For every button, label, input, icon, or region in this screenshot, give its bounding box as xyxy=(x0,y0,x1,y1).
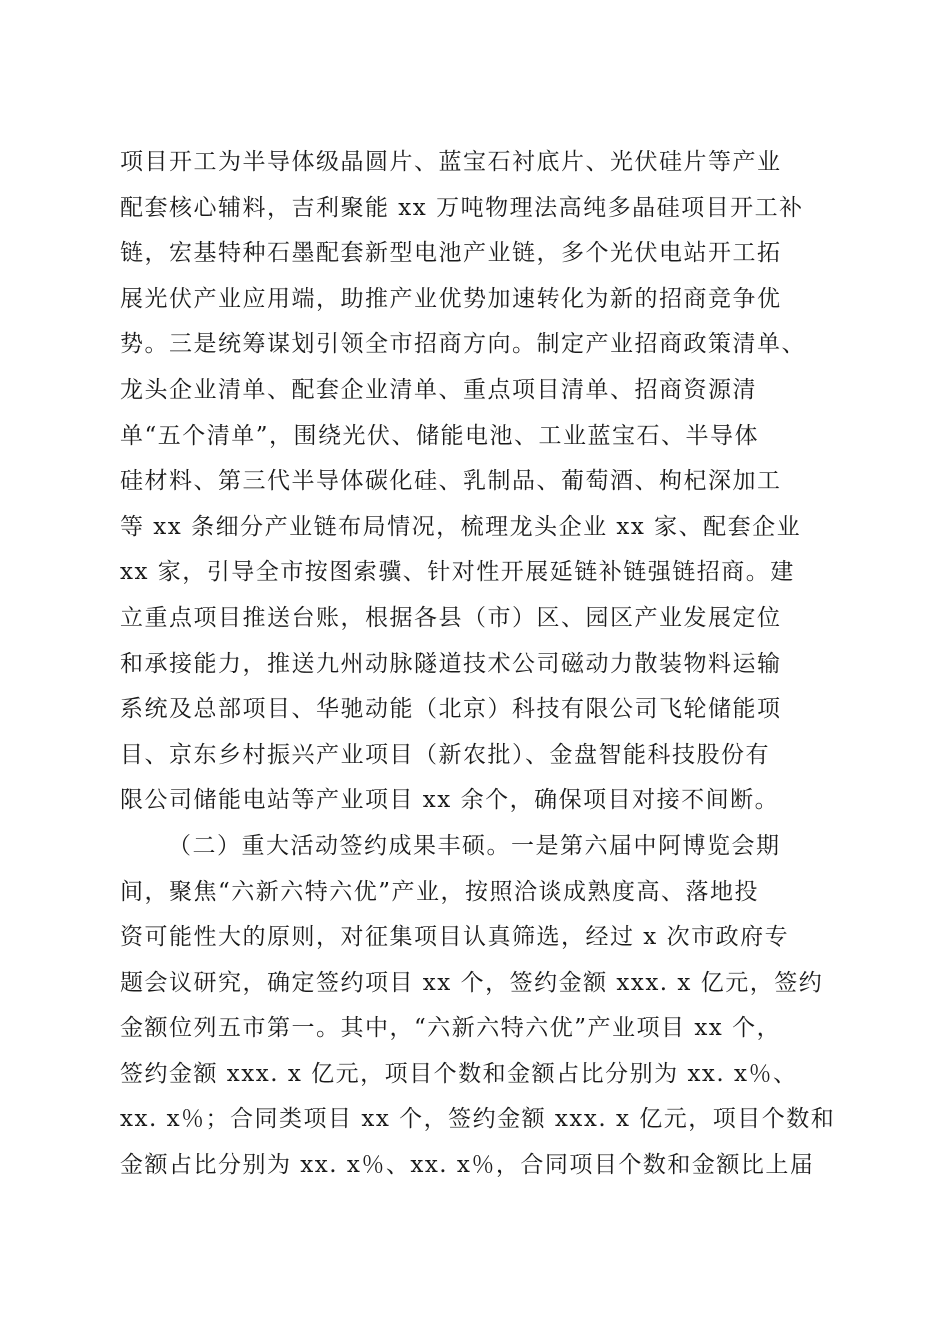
text-line: 单“五个清单”，围绕光伏、储能电池、工业蓝宝石、半导体 xyxy=(120,422,760,449)
text-line: 链，宏基特种石墨配套新型电池产业链，多个光伏电站开工拓 xyxy=(120,240,782,267)
text-line: 和承接能力，推送九州动脉隧道技术公司磁动力散装物料运输 xyxy=(120,650,782,677)
text-line: 系统及总部项目、华驰动能（北京）科技有限公司飞轮储能项 xyxy=(120,696,782,723)
text-line: 金额位列五市第一。其中，“六新六特六优”产业项目 xx 个， xyxy=(120,1015,782,1042)
text-line: 项目开工为半导体级晶圆片、蓝宝石衬底片、光伏硅片等产业 xyxy=(120,149,782,175)
text-line: 题会议研究，确定签约项目 xx 个，签约金额 xxx. x 亿元，签约 xyxy=(120,969,824,996)
body-text xyxy=(120,140,860,1189)
text-line: 立重点项目推送台账，根据各县（市）区、园区产业发展定位 xyxy=(120,604,782,631)
text-line: xx. x％；合同类项目 xx 个，签约金额 xxx. x 亿元，项目个数和 xyxy=(120,1106,836,1133)
text-line: 势。三是统筹谋划引领全市招商方向。制定产业招商政策清单、 xyxy=(120,331,806,358)
text-line: 配套核心辅料，吉利聚能 xx 万吨物理法高纯多晶硅项目开工补 xyxy=(120,194,804,221)
text-line: 展光伏产业应用端，助推产业优势加速转化为新的招商竞争优 xyxy=(120,285,782,312)
text-line: xx 家，引导全市按图索骥、针对性开展延链补链强链招商。建 xyxy=(120,559,795,586)
text-line: 金额占比分别为 xx. x％、xx. x％，合同项目个数和金额比上届 xyxy=(120,1152,815,1179)
text-line: 签约金额 xxx. x 亿元，项目个数和金额占比分别为 xx. x％、 xyxy=(120,1060,798,1087)
text-line: 龙头企业清单、配套企业清单、重点项目清单、招商资源清 xyxy=(120,376,757,403)
text-line: 资可能性大的原则，对征集项目认真筛选，经过 x 次市政府专 xyxy=(120,924,790,951)
section-heading-line: （二）重大活动签约成果丰硕。一是第六届中阿博览会期 xyxy=(168,832,781,859)
text-line: 硅材料、第三代半导体碳化硅、乳制品、葡萄酒、枸杞深加工 xyxy=(120,468,782,495)
text-line: 限公司储能电站等产业项目 xx 余个，确保项目对接不间断。 xyxy=(120,787,780,814)
text-line: 等 xx 条细分产业链布局情况，梳理龙头企业 xx 家、配套企业 xyxy=(120,513,802,540)
text-line: 目、京东乡村振兴产业项目（新农批）、金盘智能科技股份有 xyxy=(120,741,770,768)
text-line: 间，聚焦“六新六特六优”产业，按照洽谈成熟度高、落地投 xyxy=(120,878,760,905)
